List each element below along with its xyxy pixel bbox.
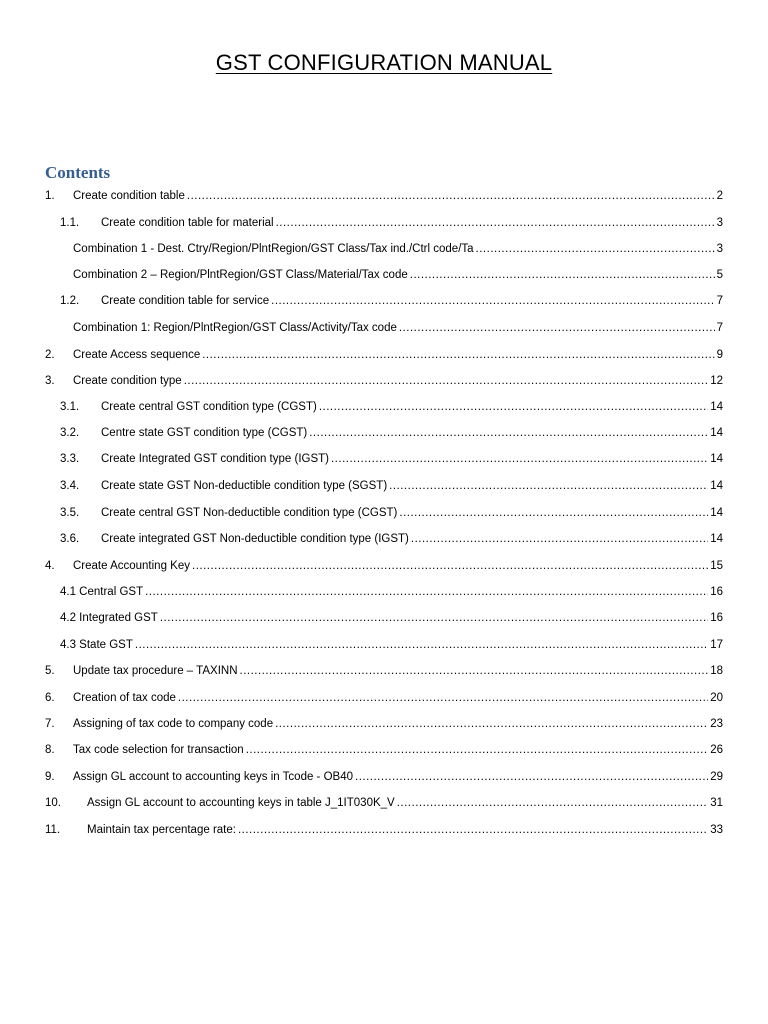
toc-entry[interactable] <box>60 394 723 420</box>
toc-entry-number: 3.6. <box>60 533 80 545</box>
toc-entry-number: 3. <box>45 375 55 387</box>
toc-entry-title: Create Accounting Key <box>73 560 190 572</box>
toc-entry-number: 3.5. <box>60 507 80 519</box>
toc-entry-page: 33 <box>710 824 723 836</box>
toc-entry[interactable] <box>45 183 723 209</box>
toc-dot-leader <box>476 242 715 256</box>
toc-entry-number: 8. <box>45 744 55 756</box>
toc-entry-title: Maintain tax percentage rate: <box>87 824 236 836</box>
toc-entry-title: Combination 2 – Region/PlntRegion/GST Class/Material/Tax code <box>73 269 408 281</box>
toc-entry-title: Centre state GST condition type (CGST) <box>101 427 308 439</box>
toc-entry-page: 2 <box>716 190 723 202</box>
toc-entry-number: 1. <box>45 190 55 202</box>
toc-dot-leader <box>246 743 709 757</box>
toc-entry-title: Creation of tax code <box>73 692 176 704</box>
toc-entry-title: Combination 1 - Dest. Ctry/Region/PlntRegion/GST Class/Tax ind./Ctrl code/Ta <box>73 243 474 255</box>
toc-entry[interactable] <box>60 632 723 658</box>
toc-entry-title: Update tax procedure – TAXINN <box>73 665 238 677</box>
toc-entry-page: 20 <box>710 692 723 704</box>
toc-dot-leader <box>184 374 709 388</box>
toc-entry-page: 29 <box>710 771 723 783</box>
toc-entry-page: 18 <box>710 665 723 677</box>
toc-entry-title: Create central GST Non-deductible condition type (CGST) <box>101 507 398 519</box>
toc-dot-leader <box>275 717 708 731</box>
toc-entry-title: Create condition type <box>73 375 182 387</box>
toc-entry-number: 11. <box>45 824 61 836</box>
toc-entry[interactable] <box>45 658 723 684</box>
toc-entry-title: Tax code selection for transaction <box>73 744 244 756</box>
toc-dot-leader <box>238 823 708 837</box>
toc-dot-leader <box>276 216 715 230</box>
toc-dot-leader <box>240 664 709 678</box>
toc-dot-leader <box>187 189 715 203</box>
toc-dot-leader <box>399 321 715 335</box>
toc-dot-leader <box>397 796 708 810</box>
toc-entry-number: 10. <box>45 797 61 809</box>
toc-entry-page: 23 <box>710 718 723 730</box>
toc-entry-title: Combination 1: Region/PlntRegion/GST Class/Activity/Tax code <box>73 322 397 334</box>
toc-entry[interactable] <box>73 262 723 288</box>
toc-entry[interactable] <box>45 711 723 737</box>
toc-entry-page: 14 <box>710 453 723 465</box>
toc-entry[interactable] <box>60 473 723 499</box>
toc-entry-page: 7 <box>716 322 723 334</box>
toc-entry[interactable] <box>73 315 723 341</box>
toc-entry-title: Create condition table for service <box>101 295 270 307</box>
toc-dot-leader <box>145 585 708 599</box>
toc-entry-page: 15 <box>710 560 723 572</box>
toc-entry-title: Create condition table <box>73 190 185 202</box>
toc-dot-leader <box>202 348 714 362</box>
toc-entry[interactable] <box>45 790 723 816</box>
toc-entry[interactable] <box>60 288 723 314</box>
toc-entry-page: 3 <box>716 217 723 229</box>
toc-entry-title: Create state GST Non-deductible condition type (SGST) <box>101 480 388 492</box>
toc-entry-page: 16 <box>710 586 723 598</box>
toc-dot-leader <box>410 268 715 282</box>
toc-entry-page: 14 <box>710 427 723 439</box>
toc-entry-title: Assign GL account to accounting keys in table J_1IT030K_V <box>87 797 395 809</box>
toc-entry-number: 3.4. <box>60 480 80 492</box>
toc-dot-leader <box>411 532 708 546</box>
toc-entry[interactable] <box>60 579 723 605</box>
toc-entry-number: 1.2. <box>60 295 80 307</box>
toc-entry[interactable] <box>60 446 723 472</box>
toc-entry-title: Create Integrated GST condition type (IGST) <box>101 453 329 465</box>
toc-entry-number: 7. <box>45 718 55 730</box>
toc-dot-leader <box>178 691 708 705</box>
toc-entry[interactable] <box>60 526 723 552</box>
toc-dot-leader <box>135 638 708 652</box>
toc-dot-leader <box>319 400 708 414</box>
toc-entry[interactable] <box>45 764 723 790</box>
toc-entry-title: 4.1 Central GST <box>60 586 144 598</box>
toc-dot-leader <box>192 559 708 573</box>
toc-entry-page: 14 <box>710 507 723 519</box>
toc-entry-page: 9 <box>716 349 723 361</box>
toc-entry[interactable] <box>45 685 723 711</box>
toc-entry-page: 7 <box>716 295 723 307</box>
toc-dot-leader <box>355 770 708 784</box>
toc-entry[interactable] <box>60 420 723 446</box>
toc-entry-number: 5. <box>45 665 55 677</box>
toc-entry[interactable] <box>73 236 723 262</box>
toc-entry[interactable] <box>45 553 723 579</box>
toc-entry[interactable] <box>45 817 723 843</box>
toc-entry-title: Create central GST condition type (CGST) <box>101 401 317 413</box>
toc-entry-title: Create condition table for material <box>101 217 274 229</box>
toc-entry[interactable] <box>45 342 723 368</box>
toc-entry-page: 17 <box>710 639 723 651</box>
toc-entry-title: Create integrated GST Non-deductible condition type (IGST) <box>101 533 409 545</box>
toc-entry[interactable] <box>60 500 723 526</box>
toc-entry-number: 3.3. <box>60 453 80 465</box>
toc-entry[interactable] <box>45 368 723 394</box>
toc-entry-number: 3.2. <box>60 427 80 439</box>
toc-entry-page: 14 <box>710 533 723 545</box>
toc-entry-title: 4.3 State GST <box>60 639 133 651</box>
toc-dot-leader <box>160 611 708 625</box>
toc-dot-leader <box>271 294 714 308</box>
contents-heading: Contents <box>45 163 111 182</box>
toc-entry-number: 2. <box>45 349 55 361</box>
toc-entry-page: 14 <box>710 401 723 413</box>
toc-entry-page: 3 <box>716 243 723 255</box>
toc-entry[interactable] <box>45 737 723 763</box>
toc-entry-number: 3.1. <box>60 401 80 413</box>
toc-entry-title: Create Access sequence <box>73 349 201 361</box>
toc-dot-leader <box>389 479 708 493</box>
toc-entry-page: 26 <box>710 744 723 756</box>
toc-dot-leader <box>399 506 708 520</box>
toc-entry-title: Assigning of tax code to company code <box>73 718 274 730</box>
toc-entry-number: 6. <box>45 692 55 704</box>
toc-entry-number: 9. <box>45 771 55 783</box>
toc-entry[interactable] <box>60 210 723 236</box>
toc-entry-title: Assign GL account to accounting keys in Tcode - OB40 <box>73 771 353 783</box>
document-title: GST CONFIGURATION MANUAL <box>215 50 553 75</box>
toc-entry-number: 4. <box>45 560 55 572</box>
toc-dot-leader <box>331 452 708 466</box>
toc-dot-leader <box>309 426 708 440</box>
toc-entry-page: 14 <box>710 480 723 492</box>
toc-entry[interactable] <box>60 605 723 631</box>
toc-entry-title: 4.2 Integrated GST <box>60 612 158 624</box>
toc-entry-page: 16 <box>710 612 723 624</box>
toc-entry-page: 12 <box>710 375 723 387</box>
toc-entry-page: 31 <box>710 797 723 809</box>
toc-entry-page: 5 <box>716 269 723 281</box>
toc-entry-number: 1.1. <box>60 217 80 229</box>
